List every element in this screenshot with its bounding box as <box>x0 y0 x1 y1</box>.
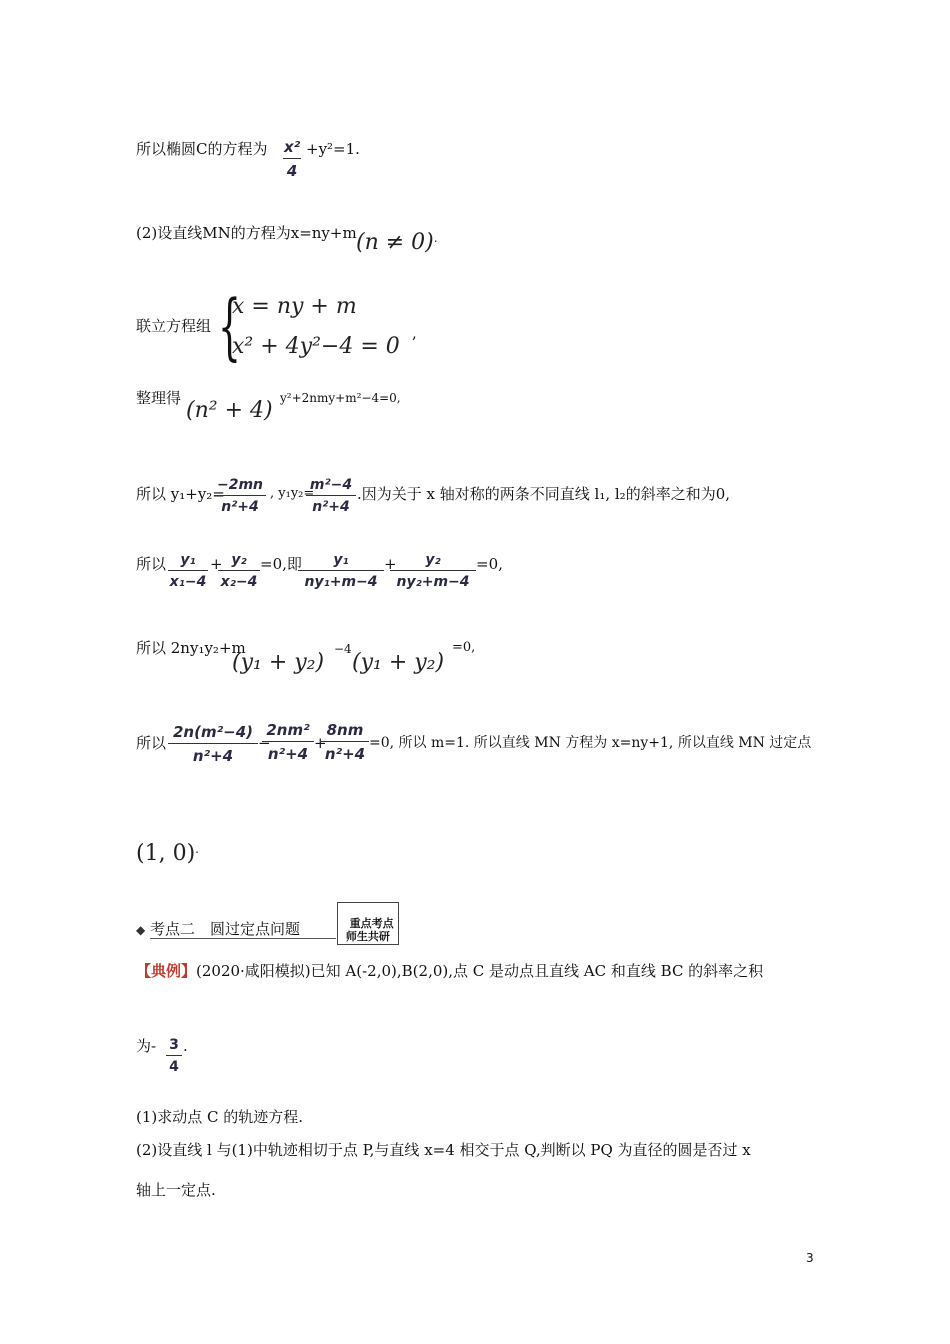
line-vieta: 所以 y₁+y₂= <box>136 485 225 503</box>
line-simplify-label: 整理得 <box>136 389 182 407</box>
fraction-3-4: $\frac{3}{4}$ <box>166 1037 182 1075</box>
line-ellipse-equation <box>136 142 267 157</box>
example-text: (2020·咸阳模拟)已知 A(-2,0),B(2,0),点 C 是动点且直线 AC 和直线 BC 的斜率之积 <box>196 962 764 980</box>
line-slope-sum: 所以 <box>136 555 167 573</box>
text: +y²=1. <box>306 140 360 158</box>
plus: + <box>384 555 397 573</box>
fraction-2n-m2-4: $\frac{\text{2n(m²−4)}}{\text{n²+4}}$ <box>168 723 258 765</box>
math-y1-plus-y2: (y₁ + y₂) <box>232 650 325 675</box>
line-mn-equation: (2)设直线MN的方程为x=ny+m <box>136 224 357 242</box>
fraction-y1-ny1: $\frac{\text{y₁}}{\text{ny₁+m−4}}$ <box>298 552 384 590</box>
fraction-y1-x1: $\frac{\text{y₁}}{\text{x₁−4}}$ <box>169 552 207 590</box>
fraction-2nm2: $\frac{\text{2nm²}}{\text{n²+4}}$ <box>262 721 314 763</box>
text: .因为关于 x 轴对称的两条不同直线 l₁, l₂的斜率之和为0, <box>357 485 731 503</box>
plus: + <box>210 555 223 573</box>
math-point-1-0: (1, 0). <box>136 841 199 866</box>
text: =0, 所以 m=1. 所以直线 MN 方程为 x=ny+1, 所以直线 MN 过定点 <box>369 735 812 751</box>
line-solve-m: 所以 <box>136 734 167 752</box>
fraction-8nm: $\frac{8nm}{\text{n²+4}}$ <box>321 721 369 763</box>
system-eq2: x² + 4y²−4 = 0 <box>232 334 400 359</box>
line-system-label: 联立方程组 <box>136 317 212 335</box>
math-y1-plus-y2-b: (y₁ + y₂) <box>352 650 445 675</box>
question-2-cont: 轴上一定点. <box>136 1181 216 1199</box>
system-eq1: x = ny + m <box>232 294 357 319</box>
fraction-sum: $\frac{-2mn}{\text{n²+4}}$ <box>214 477 266 515</box>
text: . <box>183 1037 188 1055</box>
text: , y₁y₂= <box>270 486 315 501</box>
diamond-bullet-icon: ◆ <box>136 923 146 937</box>
text: 所以椭圆C的方程为 <box>136 140 268 158</box>
text: =0, <box>452 640 476 655</box>
fraction-product: $\frac{\text{m²−4}}{\text{n²+4}}$ <box>306 477 356 515</box>
question-1: (1)求动点 C 的轨迹方程. <box>136 1108 304 1126</box>
section-title: 考点二 圆过定点问题 <box>150 920 301 938</box>
fraction-y2-ny2: $\frac{\text{y₂}}{\text{ny₂+m−4}}$ <box>390 552 476 590</box>
math-n2-plus-4: (n² + 4) <box>186 398 273 423</box>
plus: + <box>314 734 327 752</box>
fraction-y2-x2: $\frac{\text{y₂}}{\text{x₂−4}}$ <box>218 552 260 590</box>
text: −4 <box>334 642 352 656</box>
section-underline <box>150 938 336 939</box>
text: y²+2nmy+m²−4=0, <box>280 391 401 405</box>
comma: , <box>412 324 417 342</box>
example-line-2: 为- <box>136 1037 157 1055</box>
example-line <box>136 964 763 979</box>
minus: − <box>258 734 271 752</box>
section-header <box>136 922 300 937</box>
question-2: (2)设直线 l 与(1)中轨迹相切于点 P,与直线 x=4 相交于点 Q,判断以 PQ 为直径的圆是否过 x <box>136 1141 751 1159</box>
text: =0,即 <box>260 555 302 573</box>
math-n-neq-0: (n ≠ 0). <box>356 230 438 255</box>
text: =0, <box>476 555 503 573</box>
brace-icon: { <box>218 284 241 368</box>
section-tag: 重点考点 师生共研 <box>337 902 399 945</box>
example-label: 【典例】 <box>136 962 197 980</box>
fraction-x2-over-4: $\frac{\text{x²}}{4}$ <box>284 138 301 180</box>
line-substitute: 所以 2ny₁y₂+m <box>136 639 246 657</box>
page-number: 3 <box>806 1251 814 1265</box>
